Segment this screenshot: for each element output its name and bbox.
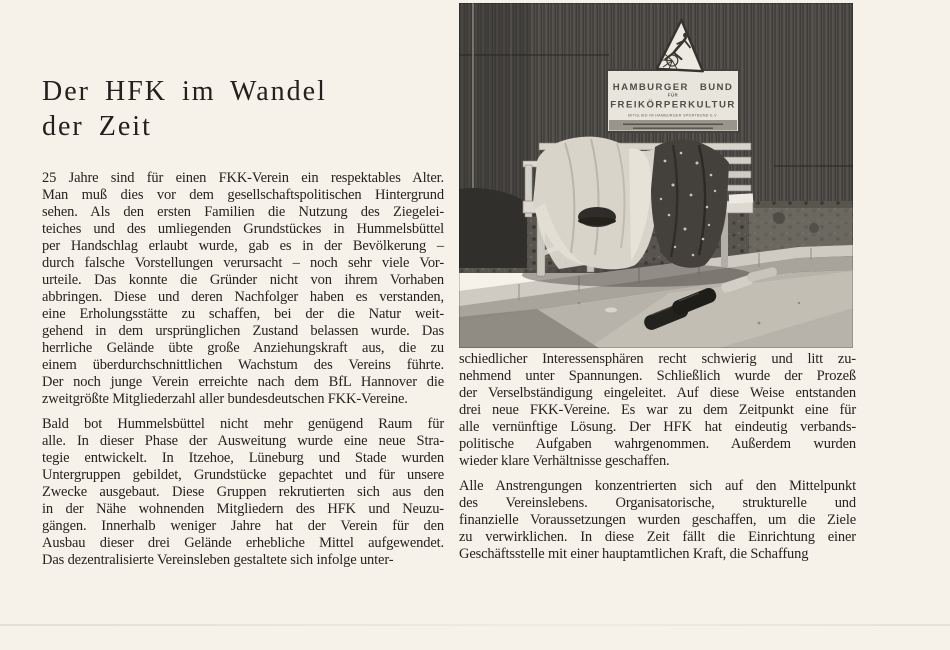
text-line <box>42 518 444 535</box>
text-line-content: des Vereinslebens. Organisatorische, strukturelle und <box>459 495 856 511</box>
text-line <box>459 351 856 368</box>
text-line-content: sehen. Als den ersten Familien die Nutzung des Ziegelei- <box>42 204 444 220</box>
text-line <box>459 419 856 436</box>
text-line-content: teiches und des umliegenden Grundstückes in Hummelsbüttel <box>42 221 444 237</box>
text-line <box>459 529 856 546</box>
text-line-content: eine Erholungsstätte zu schaffen, bei der die Natur weit- <box>42 306 444 322</box>
text-line <box>42 170 444 187</box>
text-line-content: per Handschlag erlaubt wurde, gab es in der Bevölkerung – <box>42 238 444 254</box>
text-line <box>42 450 444 467</box>
text-line-content: gehend in dem ursprünglichen Zustand belassen wurde. Das <box>42 323 444 339</box>
text-line <box>459 402 856 419</box>
left-text-column <box>42 170 444 569</box>
text-line-content: Untergruppen gebildet, Grundstücke gepachtet und für unsere <box>42 467 444 483</box>
text-line <box>42 484 444 501</box>
text-line-content: drei neue FKK-Vereine. Es war zu dem Zeitpunkt eine für <box>459 402 856 418</box>
page-title-line-1: Der HFK im Wandel <box>42 76 327 107</box>
text-line <box>459 512 856 529</box>
text-line <box>459 495 856 512</box>
hat <box>578 207 616 227</box>
sign-text-line2: FÜR <box>667 92 679 98</box>
text-line <box>459 546 856 563</box>
text-line <box>42 323 444 340</box>
text-line-content: Bald bot Hummelsbüttel nicht mehr genügend Raum für <box>42 416 444 432</box>
text-line-content: herrliche Gelände übte große Anziehungskraft aus, die zu <box>42 340 444 356</box>
text-line-content: schiedlicher Interessensphären recht schwierig und litt zu- <box>459 351 856 367</box>
text-line-content: Man muß dies vor dem gesellschaftspolitischen Hintergrund <box>42 187 444 203</box>
text-line-content: zu verwirklichen. In diese Zeit fällt die Einrichtung einer <box>459 529 856 545</box>
text-line <box>42 272 444 289</box>
text-line <box>459 436 856 453</box>
text-line-content: tegie entwickelt. In Itzehoe, Lüneburg und Stade wurden <box>42 450 444 466</box>
text-line-content: nehmend unter Spannungen. Schließlich wurde der Prozeß <box>459 368 856 384</box>
text-line <box>42 306 444 323</box>
paragraph-1 <box>42 170 444 408</box>
text-line-content: alle. In dieser Phase der Ausweitung wurde eine neue Stra- <box>42 433 444 449</box>
bench-shadow <box>522 263 752 287</box>
text-line <box>459 453 856 470</box>
photo-illustration <box>459 3 853 348</box>
text-line <box>42 221 444 238</box>
text-line <box>42 391 444 408</box>
paragraph-4 <box>459 478 856 563</box>
text-line-content: der Verselbständigung eingeleitet. Auf diese Weise entstanden <box>459 385 856 401</box>
text-line <box>42 357 444 374</box>
text-line-content: Ausbau dieser drei Gelände erhebliche Mittel aufgewendet. <box>42 535 444 551</box>
text-line-content: 25 Jahre sind für einen FKK-Verein ein respektables Alter. <box>42 170 444 186</box>
text-line-content: einem überdurchschnittlichen Wachstum des Vereins führte. <box>42 357 444 373</box>
text-line-content: Der noch junge Verein erreichte nach dem BfL Hannover die <box>42 374 444 390</box>
text-line-content: gängen. Innerhalb weniger Jahre hat der Verein für den <box>42 518 444 534</box>
text-line <box>42 433 444 450</box>
text-line-content: urteile. Das konnte die Gründer nicht von ihrem Vorhaben <box>42 272 444 288</box>
photo-bench-with-clothes <box>459 3 853 348</box>
text-line <box>459 478 856 495</box>
text-line <box>42 416 444 433</box>
sign-smallprint-bar <box>623 124 723 126</box>
text-line <box>42 238 444 255</box>
paper-scrap <box>605 308 617 313</box>
text-line-content: wieder klare Verhältnisse geschaffen. <box>459 453 670 469</box>
text-line-content: alle vernünftige Lösung. Der HFK hat eindeutig verbands- <box>459 419 856 435</box>
text-line-content: in der Nähe wohnenden Mitgliedern des HFK und Neuzu- <box>42 501 444 517</box>
paragraph-2 <box>42 416 444 569</box>
club-sign <box>607 70 739 132</box>
sign-text-line1: HAMBURGER BUND <box>612 82 734 93</box>
text-line-content: Das dezentralisierte Vereinsleben gestaltete sich infolge unter- <box>42 552 394 568</box>
text-line <box>42 501 444 518</box>
white-paper <box>729 193 753 203</box>
sign-text-line4: MITGLIED IM HAMBURGER SPORTBUND E.V. <box>628 113 718 118</box>
text-line-content: Geschäftsstelle mit einer hauptamtlichen Kraft, die Schaffung <box>459 546 809 562</box>
text-line <box>42 204 444 221</box>
sign-text-line3: FREIKÖRPERKULTUR <box>610 99 736 111</box>
text-line <box>42 340 444 357</box>
paragraph-3 <box>459 351 856 470</box>
text-line-content: Alle Anstrengungen konzentrierten sich auf den Mittelpunkt <box>459 478 856 494</box>
text-line <box>42 467 444 484</box>
text-line <box>42 187 444 204</box>
text-line <box>42 255 444 272</box>
page-bottom-edge <box>0 624 950 626</box>
text-line-content: zweitgrößte Mitgliederzahl aller bundesdeutschen FKK-Vereine. <box>42 391 408 407</box>
sign-smallprint-bar <box>633 128 713 129</box>
text-line <box>42 289 444 306</box>
page-title <box>42 74 327 144</box>
text-line-content: durch falsche Vorstellungen verursacht – noch sehr viele Vor- <box>42 255 444 271</box>
right-text-column <box>459 351 856 563</box>
text-line-content: abbringen. Diese und deren Nachfolger haben es verstanden, <box>42 289 444 305</box>
text-line <box>42 535 444 552</box>
text-line-content: finanzielle Voraussetzungen wurden geschaffen, um die Ziele <box>459 512 856 528</box>
text-line <box>459 385 856 402</box>
text-line-content: Zwecke ausgebaut. Diese Gruppen rekrutierten sich aus den <box>42 484 444 500</box>
text-line <box>459 368 856 385</box>
page-title-line-2: der Zeit <box>42 111 152 142</box>
text-line <box>42 374 444 391</box>
text-line-content: politische Aufgaben wahrgenommen. Außerdem wurden <box>459 436 856 452</box>
trench-coat <box>533 137 657 270</box>
text-line <box>42 552 444 569</box>
